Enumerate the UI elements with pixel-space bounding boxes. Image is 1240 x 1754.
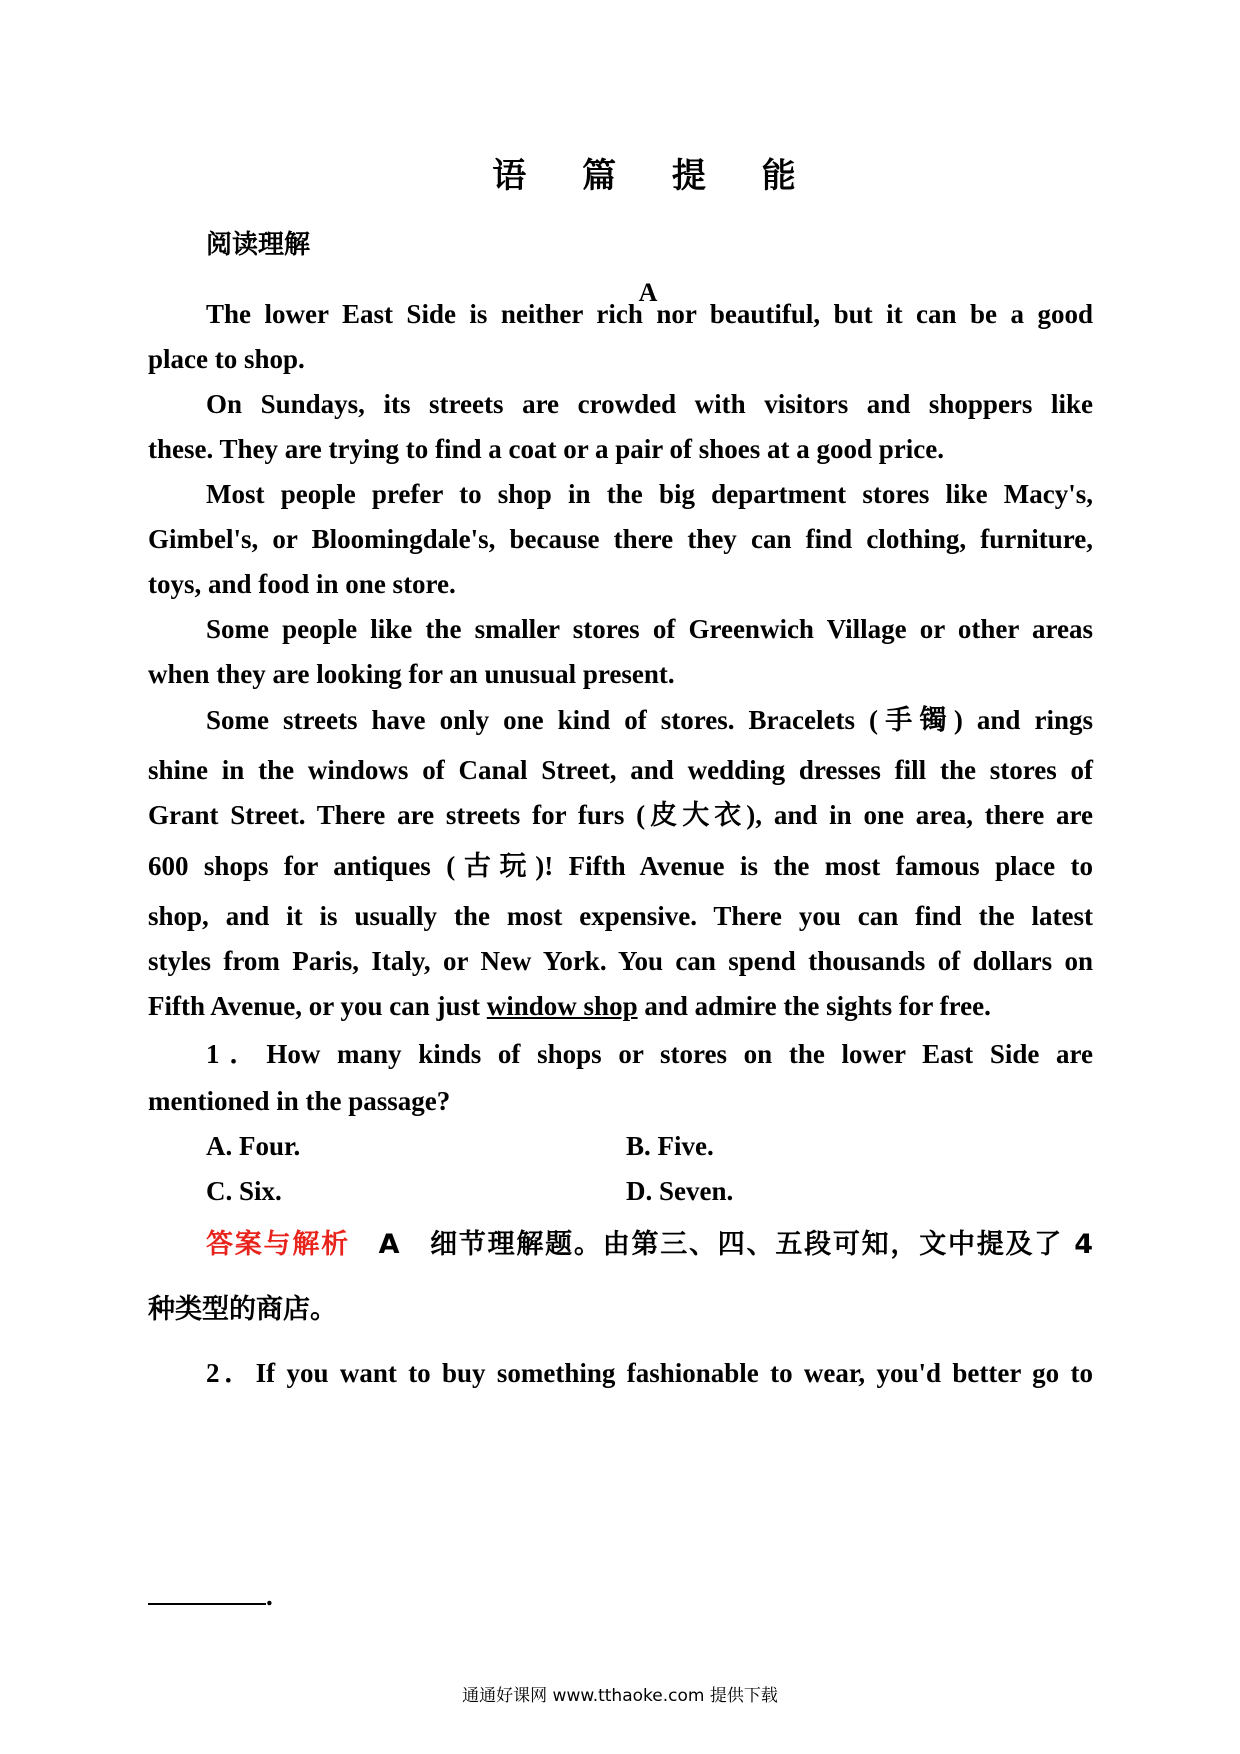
passage-line: Some streets have only one kind of stores. Bracelets (手镯) and rings	[206, 705, 1093, 735]
answer-text-1: A 细节理解题。由第三、四、五段可知，文中提及了 4	[378, 1229, 1094, 1260]
last-line-after: and admire the sights for free.	[637, 991, 991, 1021]
last-line-before: Fifth Avenue, or you can just	[148, 991, 487, 1021]
passage-line: these. They are trying to find a coat or a pair of shoes at a good price.	[148, 434, 944, 464]
passage-line: Some people like the smaller stores of Greenwich Village or other areas	[206, 614, 1093, 644]
section-heading: 阅读理解	[206, 230, 311, 260]
question-1-line-1: 1．How many kinds of shops or stores on the lower East Side are	[206, 1039, 1093, 1069]
answer-label: 答案与解析	[206, 1229, 350, 1260]
passage-line: Grant Street. There are streets for furs (皮大衣), and in one area, there are	[148, 800, 1093, 830]
passage-last-line	[148, 988, 1093, 1024]
question-2-line-1: 2．If you want to buy something fashionable to wear, you'd better go to	[206, 1358, 1093, 1388]
question-1-line-2: mentioned in the passage?	[148, 1086, 451, 1116]
passage-line: 600 shops for antiques (古玩)! Fifth Avenue is the most famous place to	[148, 851, 1093, 881]
answer-line-1	[206, 1226, 1093, 1263]
passage-line: when they are looking for an unusual present.	[148, 659, 675, 689]
option-c: C. Six.	[206, 1176, 282, 1206]
passage-line: place to shop.	[148, 344, 305, 374]
question-2-blank	[148, 1578, 273, 1614]
answer-line-2: 种类型的商店。	[148, 1294, 337, 1325]
passage-line: The lower East Side is neither rich nor beautiful, but it can be a good	[206, 299, 1093, 329]
option-b: B. Five.	[626, 1131, 714, 1161]
passage-line: Most people prefer to shop in the big department stores like Macy's,	[206, 479, 1093, 509]
passage-line: On Sundays, its streets are crowded with visitors and shoppers like	[206, 389, 1093, 419]
blank-period: .	[266, 1581, 273, 1611]
window-shop-underlined: window shop	[486, 991, 638, 1021]
passage-line: toys, and food in one store.	[148, 569, 456, 599]
passage-line: styles from Paris, Italy, or New York. You can spend thousands of dollars on	[148, 946, 1093, 976]
option-a: A. Four.	[206, 1131, 301, 1161]
answer-blank-line	[148, 1581, 266, 1605]
passage-line: Gimbel's, or Bloomingdale's, because there they can find clothing, furniture,	[148, 524, 1093, 554]
passage-label: A	[638, 278, 658, 307]
passage-line: shine in the windows of Canal Street, and wedding dresses fill the stores of	[148, 755, 1093, 785]
passage-line: shop, and it is usually the most expensive. There you can find the latest	[148, 901, 1093, 931]
page-footer: 通通好课网 www.tthaoke.com 提供下载	[462, 1686, 778, 1706]
page-title: 语 篇 提 能	[492, 156, 818, 196]
option-d: D. Seven.	[626, 1176, 734, 1206]
